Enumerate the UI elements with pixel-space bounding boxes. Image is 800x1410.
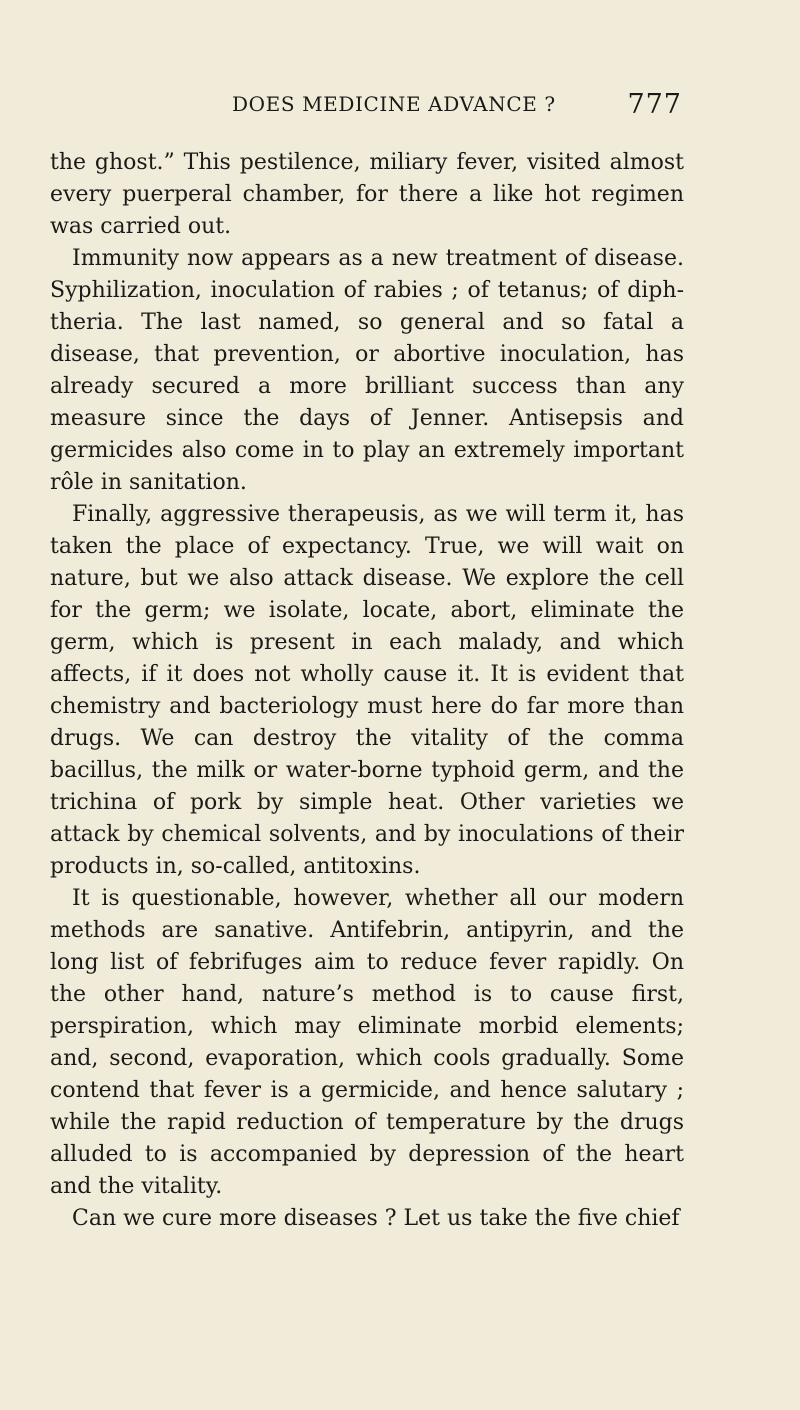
page-number: 777 (627, 89, 682, 120)
running-title: DOES MEDICINE ADVANCE ? (232, 92, 556, 116)
paragraph-febrifuges: It is questionable, however, whether all our modern methods are sanative. Antifebrin, antipyrin, and the long list of febrifuges aim to reduce fever rapidly. On the other hand, nature’s method is to cause first, perspiration, which may eliminate morbid elements; and, second, evaporation, which cools gradually. Some contend that fever is a germicide, and hence salutary ; while the rapid reduction of temperature by the drugs alluded to is accompanied by depression of the heart and the vitality. (50, 886, 684, 1199)
paragraph-continued: the ghost.” This pestilence, miliary fever, visited almost every puerperal chamber, for there a like hot regimen was carried out. (50, 150, 684, 239)
paragraph-therapeusis: Finally, aggressive therapeusis, as we will term it, has taken the place of expectancy. True, we will wait on nature, but we also attack disease. We explore the cell for the germ; we isolate, locate, abort, eliminate the germ, which is present in each malady, and which affects, if it does not wholly cause it. It is evident that chemistry and bacteriology must here do far more than drugs. We can destroy the vitality of the comma bacillus, the milk or water-borne typhoid germ, and the trichina of pork by simple heat. Other varieties we attack by chemical solvents, and by inoculations of their products in, so-called, antitoxins. (50, 502, 684, 879)
body-text (50, 147, 684, 1235)
running-head (232, 89, 682, 122)
paragraph-immunity: Immunity now appears as a new treatment of disease. Syphilization, inoculation of rabies ; of tetanus; of diphtheria. The last named, so general and so fatal a disease, that prevention, or abortive inoculation, has already secured a more brilliant success than any measure since the days of Jenner. Antisepsis and germicides also come in to play an extremely important rôle in sanitation. (50, 246, 684, 495)
paragraph-closing: Can we cure more diseases ? Let us take the five chief (72, 1206, 680, 1231)
